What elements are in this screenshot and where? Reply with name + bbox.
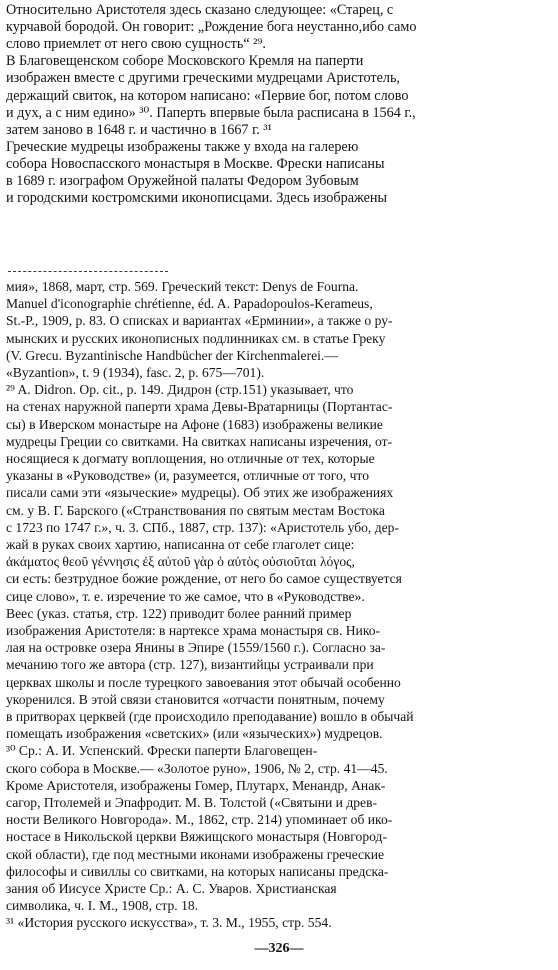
footnote-line: ³⁰ Ср.: А. И. Успенский. Фрески паперти Благовещен- — [6, 743, 318, 759]
footnote-line: мечанию того же автора (стр. 127), византийцы устраивали при — [6, 657, 374, 673]
footnote-line: сице слово», т. е. изречение то же самое, что в «Руководстве». — [6, 588, 365, 604]
body-line: затем заново в 1648 г. и частично в 1667 г. ³¹ — [6, 121, 272, 138]
footnote-line: си есть: безтрудное божие рождение, от него бо самое существуется — [6, 571, 402, 587]
body-line: собора Новоспасского монастыря в Москве. Фрески написаны — [6, 155, 385, 172]
footnote-line: носящиеся к догмату воплощения, но отличные от тех, которые — [6, 451, 375, 466]
footnote-line: ³¹ «История русского искусства», т. 3. М., 1955, стр. 554. — [6, 915, 332, 931]
footnote-line: Кроме Аристотеля, изображены Гомер, Плутарх, Менандр, Анак- — [6, 777, 386, 793]
body-line: Греческие мудрецы изображены также у входа на галерею — [6, 138, 359, 155]
footnote-separator — [8, 271, 168, 272]
footnote-line: укоренился. В этой связи становится «отчасти понятным, почему — [6, 691, 385, 707]
footnote-line: ²⁹ A. Didron. Op. cit., p. 149. Дидрон (стр.151) указывает, что — [6, 382, 354, 398]
footnote-line: зания об Иисусе Христе Ср.: А. С. Уваров. Христианская — [6, 881, 337, 896]
page-number: —326— — [254, 941, 304, 956]
footnote-line: ἀκάματος θεοῦ γέννησις ἐξ αὐτοῦ γὰρ ὁ αὐτὸς οὐσιοῦται λόγος, — [6, 554, 355, 570]
footnote-line: Manuel d'iconographie chrétienne, éd. A. Papadopoulos-Kerameus, — [6, 296, 373, 312]
footnote-line: (V. Grecu. Byzantinische Handbücher der Kirchenmalerei.— — [6, 347, 338, 363]
footnote-line: ности Великого Новгорода». М., 1862, стр. 214) упоминает об ико- — [6, 812, 393, 828]
footnote-line: St.-P., 1909, p. 83. О списках и вариантах «Ерминии», а также о ру- — [6, 313, 393, 329]
footnote-line: изображения Аристотеля: в нартексе храма монастыря св. Нико- — [6, 623, 381, 638]
footnote-line: Веес (указ. статья, стр. 122) приводит более ранний пример — [6, 605, 352, 621]
footnote-line: сы) в Иверском монастыре на Афоне (1683) изображены великие — [6, 416, 383, 432]
footnote-line: ской области), где под местными иконами изображены греческие — [6, 846, 385, 862]
footnote-line: лая на островке озера Янины в Эпире (1559/1560 г.). Согласно за- — [6, 640, 386, 656]
body-line: держащий свиток, на котором написано: «Первие бог, потом слово — [6, 87, 409, 104]
footnote-line: философы и сивиллы со свитками, на которых написаны предска- — [6, 863, 389, 879]
footnote-line: мия», 1868, март, стр. 569. Греческий текст: Denys de Fourna. — [6, 279, 359, 294]
footnote-line: жай в руках своих хартию, написанна от себе глаголет сице: — [6, 537, 355, 552]
body-line: и дух, а с ним едино» ³⁰. Паперть впервые была расписана в 1564 г., — [6, 104, 416, 121]
footnote-line: см. у В. Г. Барского («Странствования по святым местам Востока — [6, 502, 385, 518]
footnote-line: в притворах церквей (где происходило преподавание) вошло в обычай — [6, 709, 414, 724]
footnote-line: на стенах наружной паперти храма Девы-Вратарницы (Портантас- — [6, 399, 393, 415]
body-line: В Благовещенском соборе Московского Кремля на паперти — [6, 53, 364, 70]
body-line: изображен вместе с другими греческими мудрецами Аристотель, — [6, 70, 400, 87]
body-line: в 1689 г. изографом Оружейной палаты Федором Зубовым — [6, 173, 359, 189]
footnote-line: ностасе в Никольской церкви Вяжищского монастыря (Новгород- — [6, 829, 387, 845]
footnote-line: ского собора в Москве.— «Золотое руно», 1906, № 2, стр. 41—45. — [6, 760, 388, 776]
body-line: курчавой бородой. Он говорит: „Рождение бога неустанно,ибо само — [6, 19, 417, 36]
footnote-line: церквах школы и после турецкого завоевания этот обычай особенно — [6, 674, 401, 690]
footnote-line: мынских и русских иконописных подлинниках см. в статье Греку — [6, 330, 386, 346]
footnote-line: «Byzantion», t. 9 (1934), fasc. 2, p. 675—701). — [6, 365, 265, 380]
footnote-line: сагор, Птолемей и Эпафродит. М. В. Толстой («Святыни и древ- — [6, 795, 378, 810]
footnote-line: мудрецы Греции со свитками. На свитках написаны изречения, от- — [6, 433, 393, 449]
body-line: и городскими костромскими иконописцами. Здесь изображены — [6, 190, 388, 207]
footnote-line: писали сами эти «языческие» мудрецы). Об этих же изображениях — [6, 485, 394, 501]
body-line: Относительно Аристотеля здесь сказано следующее: «Старец, с — [6, 2, 394, 18]
body-line: слово приемлет от него свою сущность“ ²⁹. — [6, 36, 266, 53]
footnote-line: помещать изображения «светских» (или «языческих») мудрецов. — [6, 726, 383, 742]
footnote-line: указаны в «Руководстве» (и, разумеется, отличные от того, что — [6, 468, 369, 484]
footnote-line: с 1723 по 1747 г.», ч. 3. СПб., 1887, стр. 137): «Аристотель убо, дер- — [6, 519, 399, 535]
footnote-line: символика, ч. I. М., 1908, стр. 18. — [6, 898, 199, 914]
